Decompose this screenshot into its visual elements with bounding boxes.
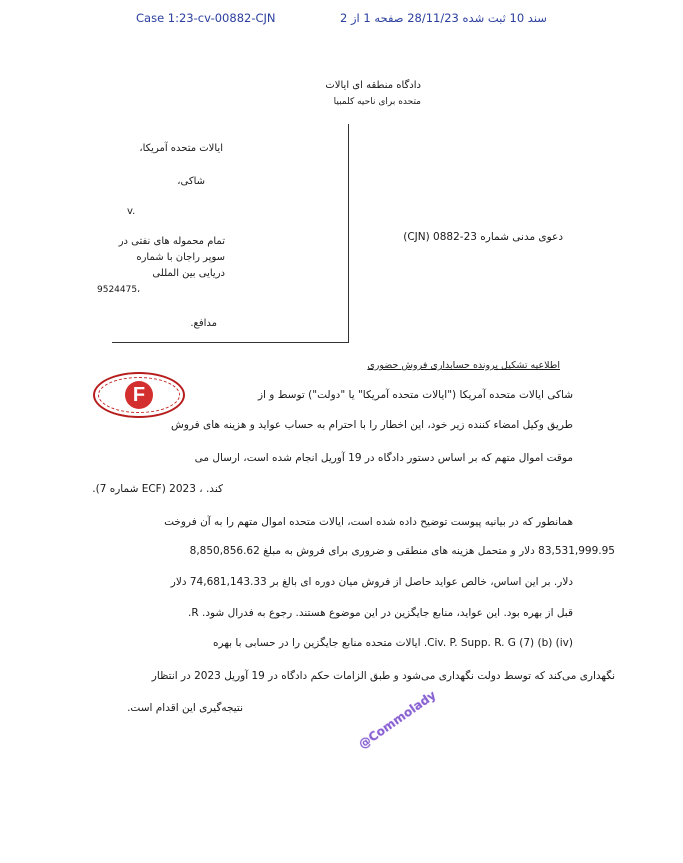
court-name-line2: متحده برای ناحیه کلمبیا (333, 97, 421, 107)
paragraph-2-line-7: نتیجه‌گیری این اقدام است. (127, 702, 243, 714)
paragraph-2-line-6: نگهداری می‌کند که توسط دولت نگهداری می‌شود و طبق الزامات حکم دادگاه در 19 آوریل 2023 در انتظار (151, 670, 615, 682)
paragraph-2-line-1: همانطور که در بیانیه پیوست توضیح داده شده است، ایالات متحده اموال متهم را به آن فروخت (164, 516, 573, 528)
plaintiff-name: ایالات متحده آمریکا، (139, 143, 223, 154)
logo-inner-ring (98, 377, 180, 413)
paragraph-2-line-4: قبل از بهره بود. این عواید، منابع جایگزین در این موضوع هستند. رجوع به فدرال شود. R. (188, 607, 573, 619)
paragraph-1-line-1: شاکی ایالات متحده آمریکا ("ایالات متحده آمریکا" یا "دولت") توسط و از (257, 389, 573, 401)
paragraph-1-line-2: طریق وکیل امضاء کننده زیر خود، این اخطار را با احترام به حساب عواید و هزینه های فروش (171, 419, 573, 431)
paragraph-2-line-5: Civ. P. Supp. R. G (7) (b) (iv). ایالات متحده منابع جایگزین را در حسابی با بهره (213, 637, 573, 649)
watermark-handle: @Commolady (356, 687, 439, 752)
versus-label: v. (127, 206, 136, 217)
civil-action-number: دعوی مدنی شماره 23-0882 (CJN) (403, 231, 563, 243)
case-number-header: Case 1:23-cv-00882-CJN (136, 11, 276, 25)
defendant-line3: دریایی بین المللی (152, 268, 225, 279)
paragraph-2-line-2: 83,531,999.95 دلار و متحمل هزینه های منطقی و ضروری برای فروش به مبلغ 8,850,856.62 (189, 545, 615, 557)
defendant-imo-number: 9524475، (97, 285, 140, 295)
paragraph-1-line-4: کند. ، 2023 (ECF شماره 7). (92, 483, 223, 495)
paragraph-2-line-3: دلار. بر این اساس، خالص عواید حاصل از فروش میان دوره ای بالغ بر 74,681,143.33 دلار (170, 576, 573, 588)
logo-stamp (93, 372, 185, 418)
filing-info-header: سند 10 ثبت شده 28/11/23 صفحه 1 از 2 (340, 11, 547, 25)
logo-letter: F (125, 381, 153, 409)
defendant-line2: سوپر راجان با شماره (136, 252, 225, 263)
court-name-line1: دادگاه منطقه ای ایالات (325, 80, 421, 91)
paragraph-1-line-3: موقت اموال متهم که بر اساس دستور دادگاه در 19 آوریل انجام شده است، ارسال می (194, 452, 573, 464)
plaintiff-role: شاکی، (177, 176, 205, 187)
case-caption-box (112, 124, 349, 343)
notice-title: اطلاعیه تشکیل پرونده حسابداری فروش حضوری (367, 360, 560, 371)
defendant-line1: تمام محموله های نفتی در (118, 236, 225, 247)
defendant-role: مدافع. (190, 318, 217, 329)
